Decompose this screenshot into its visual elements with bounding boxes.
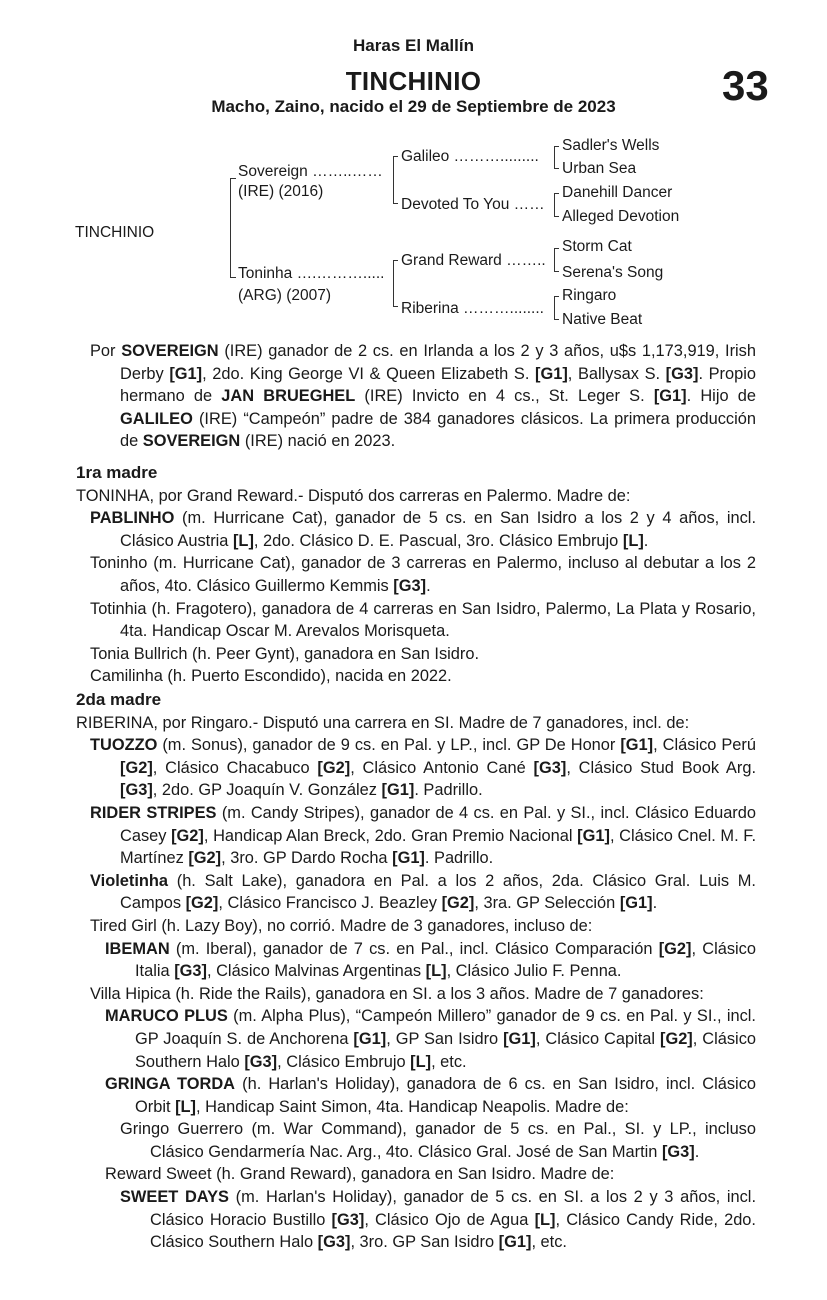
race-grade: [G3]: [120, 781, 153, 800]
text-fragment: , Clásico Italia: [135, 939, 756, 981]
pedigree-sss: Sadler's Wells: [562, 137, 660, 154]
second-dam-intro: RIBERINA, por Ringaro.- Disputó una carrera en SI. Madre de 7 ganadores, incl. de:: [76, 713, 690, 732]
horse-name-bold: JAN BRUEGHEL: [221, 387, 356, 406]
text-fragment: , Clásico Capital: [535, 1029, 660, 1048]
produce-item: [76, 507, 756, 552]
bracket-tick: [554, 193, 559, 194]
race-grade: [L]: [534, 1210, 556, 1229]
bracket-tick: [393, 156, 398, 157]
pedigree-ddd: Native Beat: [562, 311, 643, 328]
horse-name-bold: GALILEO: [120, 409, 193, 428]
text-fragment: . Padrillo.: [424, 849, 494, 868]
pedigree-bracket-dam: [393, 260, 394, 307]
second-dam-section: [76, 689, 756, 1254]
race-grade: [G1]: [503, 1029, 536, 1048]
pedigree-sds: Danehill Dancer: [562, 184, 673, 201]
horse-name-bold: GRINGA TORDA: [105, 1075, 236, 1094]
race-grade: [G2]: [120, 758, 153, 777]
horse-name-bold: SOVEREIGN: [142, 432, 241, 451]
produce-item: [76, 938, 756, 983]
produce-item: Camilinha (h. Puerto Escondido), nacida en 2022.: [90, 667, 452, 686]
race-grade: [G2]: [317, 758, 351, 777]
text-fragment: Gringo Guerrero (m. War Command), ganador de 5 cs. en Pal., SI. y LP., incluso Clásico Gendarmería Nac. Arg., 4to. Clásico Gral. José de San Martin: [120, 1120, 756, 1161]
bracket-line: [554, 296, 555, 319]
horse-name-bold: PABLINHO: [90, 509, 175, 528]
farm-name: Haras El Mallín: [353, 36, 474, 55]
bracket-line: [554, 146, 555, 168]
produce-item: [76, 870, 756, 915]
text-fragment: , Handicap Alan Breck, 2do. Gran Premio Nacional: [203, 826, 578, 845]
text-fragment: , Clásico Stud Book Arg.: [566, 758, 756, 777]
text-fragment: , etc.: [531, 1233, 567, 1252]
produce-item: [76, 1005, 756, 1073]
text-fragment: , 3ra. GP Selección: [474, 894, 620, 913]
pedigree-bracket-sire: [393, 156, 394, 204]
text-fragment: (h. Salt Lake), ganadora en Pal. a los 2 años, 2da. Clásico Gral. Luis M. Campos: [120, 871, 756, 913]
text-fragment: (m. Harlan's Holiday), ganador de 5 cs. en SI. a los 2 y 3 años, incl. Clásico Horacio Bustillo: [150, 1188, 756, 1229]
text-fragment: (IRE) nació en 2023.: [240, 432, 396, 451]
first-dam-intro: TONINHA, por Grand Reward.- Disputó dos carreras en Palermo. Madre de:: [76, 486, 631, 505]
race-grade: [L]: [425, 962, 447, 981]
pedigree-dam: Toninha ….……….....: [238, 265, 385, 282]
race-grade: [L]: [175, 1097, 197, 1116]
text-fragment: , Clásico Malvinas Argentinas: [206, 962, 426, 981]
text-fragment: , Clásico Ojo de Agua: [364, 1210, 535, 1229]
race-grade: [G1]: [535, 364, 568, 383]
text-fragment: .: [694, 1142, 700, 1161]
horse-subtitle: Macho, Zaino, nacido el 29 de Septiembre de 2023: [211, 97, 616, 116]
bracket-tick: [554, 319, 559, 320]
pedigree-dam-dam: Riberina ………........: [401, 300, 544, 317]
text-fragment: , 3ro. GP Dardo Rocha: [221, 849, 393, 868]
produce-item: Tired Girl (h. Lazy Boy), no corrió. Madre de 3 ganadores, incluso de:: [90, 916, 593, 935]
text-fragment: , 2do. GP Joaquín V. González: [152, 781, 382, 800]
text-fragment: , GP San Isidro: [386, 1029, 504, 1048]
race-grade: [G3]: [533, 758, 567, 777]
bracket-tick: [230, 178, 236, 179]
text-fragment: , Ballysax S.: [567, 364, 666, 383]
produce-item: Totinhia (h. Fragotero), ganadora de 4 carreras en San Isidro, Palermo, La Plata y Rosario, 4ta. Handicap Oscar M. Arevalos Morisqueta.: [90, 599, 756, 641]
pedigree-sire-detail: (IRE) (2016): [238, 183, 324, 200]
race-grade: [G1]: [653, 387, 687, 406]
horse-name-bold: RIDER STRIPES: [90, 803, 217, 822]
race-grade: [G3]: [317, 1233, 351, 1252]
text-fragment: , Clásico Embrujo: [277, 1052, 411, 1071]
pedigree-sire-dam: Devoted To You ……: [401, 196, 545, 213]
pedigree-sire-sire: Galileo ……….........: [401, 148, 539, 165]
race-grade: [G2]: [658, 939, 692, 958]
race-grade: [G3]: [393, 576, 427, 595]
text-fragment: .: [643, 531, 649, 550]
text-fragment: , Handicap Saint Simon, 4ta. Handicap Neapolis. Madre de:: [196, 1097, 629, 1116]
text-fragment: (m. Alpha Plus), “Campeón Millero” ganador de 9 cs. en Pal. y SI., incl. GP Joaquín S. de Anchorena: [135, 1007, 756, 1048]
race-grade: [G2]: [659, 1029, 693, 1048]
horse-name-bold: Violetinha: [90, 871, 169, 890]
bracket-line: [554, 248, 555, 271]
bracket-tick: [393, 203, 398, 204]
race-grade: [G2]: [441, 894, 475, 913]
race-grade: [G2]: [171, 826, 204, 845]
horse-name-bold: IBEMAN: [105, 939, 170, 958]
race-grade: [G1]: [392, 849, 425, 868]
pedigree-sire: Sovereign ……..……: [238, 163, 383, 180]
bracket-line: [554, 193, 555, 216]
race-grade: [G3]: [665, 364, 699, 383]
text-fragment: (IRE) “Campeón” padre de 384 ganadores clásicos. La primera producción de: [120, 409, 756, 451]
race-grade: [G1]: [353, 1029, 387, 1048]
race-grade: [G2]: [185, 894, 219, 913]
lot-number: 33: [722, 62, 769, 109]
bracket-tick: [393, 306, 398, 307]
pedigree-dss: Storm Cat: [562, 238, 632, 255]
sire-section: [76, 340, 756, 453]
text-fragment: (h. Harlan's Holiday), ganadora de 6 cs. en San Isidro, incl. Clásico Orbit: [135, 1075, 756, 1116]
race-grade: [L]: [410, 1052, 432, 1071]
text-fragment: Toninho (m. Hurricane Cat), ganador de 3 carreras en Palermo, incluso al debutar a los 2 años, 4to. Clásico Guillermo Kemmis: [90, 554, 756, 595]
pedigree-bracket-gen1: [230, 178, 231, 278]
race-grade: [G1]: [169, 364, 203, 383]
race-grade: [L]: [232, 531, 254, 550]
text-fragment: . Propio hermano de: [120, 364, 757, 406]
produce-item: [76, 1073, 756, 1118]
bracket-tick: [230, 277, 236, 278]
text-fragment: , Clásico Cnel. M. F. Martínez: [120, 826, 757, 868]
bracket-tick: [554, 248, 559, 249]
bracket-tick: [554, 296, 559, 297]
race-grade: [G1]: [620, 736, 654, 755]
text-fragment: (m. Sonus), ganador de 9 cs. en Pal. y LP., incl. GP De Honor: [157, 736, 621, 755]
produce-item: Tonia Bullrich (h. Peer Gynt), ganadora en San Isidro.: [90, 644, 480, 663]
text-fragment: , 2do. Clásico D. E. Pascual, 3ro. Clásico Embrujo: [253, 531, 623, 550]
race-grade: [G3]: [331, 1210, 365, 1229]
pedigree-dsd: Serena's Song: [562, 264, 664, 281]
race-grade: [L]: [622, 531, 644, 550]
sire-paragraph: [76, 340, 756, 453]
text-fragment: , Clásico Perú: [653, 736, 756, 755]
text-fragment: (m. Iberal), ganador de 7 cs. en Pal., incl. Clásico Comparación: [169, 939, 659, 958]
produce-item: [76, 1118, 756, 1163]
text-fragment: , Clásico Julio F. Penna.: [446, 962, 622, 981]
race-grade: [G3]: [244, 1052, 278, 1071]
pedigree-dam-detail: (ARG) (2007): [238, 287, 332, 304]
produce-item: [76, 552, 756, 597]
second-dam-heading: 2da madre: [76, 690, 162, 709]
bracket-tick: [393, 260, 398, 261]
text-fragment: , 2do. King George VI & Queen Elizabeth S.: [202, 364, 535, 383]
pedigree-dds: Ringaro: [562, 287, 617, 304]
text-fragment: , Clásico Francisco J. Beazley: [218, 894, 442, 913]
text-fragment: . Padrillo.: [414, 781, 483, 800]
race-grade: [G1]: [619, 894, 653, 913]
horse-name-title: TINCHINIO: [345, 66, 482, 96]
pedigree-subject: TINCHINIO: [75, 224, 155, 241]
produce-item: [76, 802, 756, 870]
race-grade: [G3]: [174, 962, 207, 981]
horse-name-bold: MARUCO PLUS: [105, 1007, 228, 1026]
horse-name-bold: SWEET DAYS: [120, 1188, 229, 1207]
first-dam-heading: 1ra madre: [76, 463, 158, 482]
first-dam-section: [76, 462, 756, 688]
horse-name-bold: TUOZZO: [90, 736, 158, 755]
pedigree-dam-sire: Grand Reward ……..: [401, 252, 546, 269]
bracket-tick: [554, 146, 559, 147]
text-fragment: , 3ro. GP San Isidro: [350, 1233, 499, 1252]
text-fragment: , Clásico Antonio Cané: [350, 758, 534, 777]
race-grade: [G1]: [381, 781, 415, 800]
race-grade: [G1]: [498, 1233, 532, 1252]
text-fragment: Por: [90, 342, 122, 360]
text-fragment: (IRE) Invicto en 4 cs., St. Leger S.: [355, 387, 654, 406]
race-grade: [G2]: [188, 849, 222, 868]
bracket-tick: [554, 168, 559, 169]
produce-item: [76, 734, 756, 802]
text-fragment: .: [652, 894, 658, 913]
text-fragment: (m. Candy Stripes), ganador de 4 cs. en Pal. y SI., incl. Clásico Eduardo Casey: [120, 803, 757, 845]
bracket-tick: [554, 271, 559, 272]
pedigree-sdd: Alleged Devotion: [562, 208, 680, 225]
text-fragment: , etc.: [431, 1052, 467, 1071]
produce-item: Reward Sweet (h. Grand Reward), ganadora en San Isidro. Madre de:: [105, 1165, 615, 1184]
produce-item: Villa Hipica (h. Ride the Rails), ganadora en SI. a los 3 años. Madre de 7 ganadores:: [90, 984, 704, 1003]
text-fragment: , Clásico Candy Ride, 2do. Clásico Southern Halo: [150, 1210, 756, 1252]
text-fragment: , Clásico Chacabuco: [152, 758, 318, 777]
produce-item: [76, 1186, 756, 1254]
bracket-tick: [554, 216, 559, 217]
pedigree-ssd: Urban Sea: [562, 160, 637, 177]
race-grade: [G1]: [577, 826, 610, 845]
text-fragment: .: [426, 576, 431, 595]
text-fragment: , Clásico Southern Halo: [135, 1029, 756, 1071]
text-fragment: (m. Hurricane Cat), ganador de 5 cs. en San Isidro a los 2 y 4 años, incl. Clásico Austria: [120, 509, 756, 550]
text-fragment: (IRE) ganador de 2 cs. en Irlanda a los 2 y 3 años, u$s 1,173,919, Irish Derby: [120, 342, 756, 383]
race-grade: [G3]: [661, 1142, 695, 1161]
horse-name-bold: SOVEREIGN: [121, 342, 219, 360]
text-fragment: . Hijo de: [686, 387, 756, 406]
